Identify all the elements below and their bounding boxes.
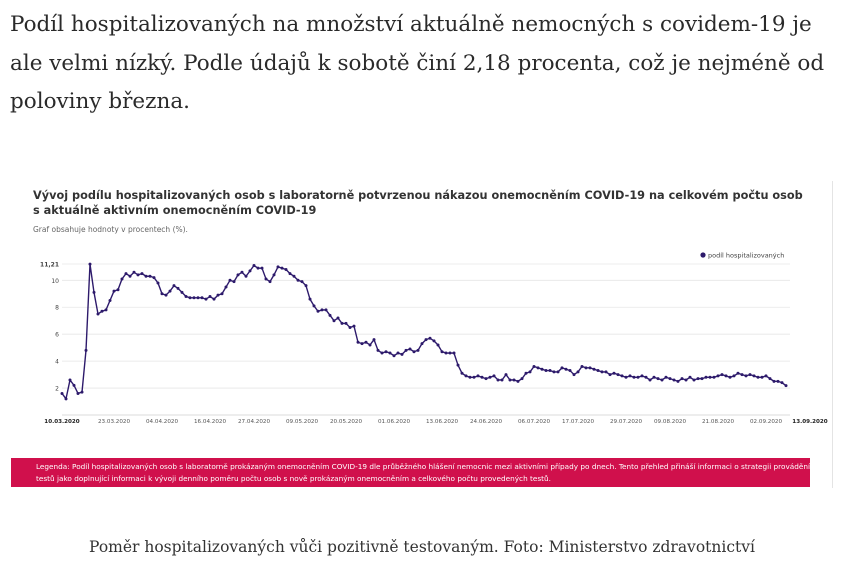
data-point [73,384,76,387]
data-point [593,368,596,371]
data-point [361,342,364,345]
data-point [785,384,788,387]
data-point [673,378,676,381]
data-point [473,376,476,379]
data-point [405,349,408,352]
x-tick-label: 23.03.2020 [97,419,131,425]
data-point [341,322,344,325]
data-point [241,271,244,274]
data-point [197,296,200,299]
chart-subtitle: Graf obsahuje hodnoty v procentech (%). [33,225,188,234]
data-point [113,290,116,293]
data-point [397,352,400,355]
data-point [357,341,360,344]
data-point [733,374,736,377]
data-point [177,287,180,290]
data-point [497,378,500,381]
data-point [189,296,192,299]
data-point [737,372,740,375]
data-point [481,376,484,379]
x-tick-label: 02.09.2020 [749,419,783,425]
data-point [573,373,576,376]
data-point [313,304,316,307]
data-point [333,319,336,322]
data-point [389,352,392,355]
data-point [105,308,108,311]
data-point [453,352,456,355]
series-line [62,264,786,399]
y-tick-label: 10 [51,277,59,285]
data-point [465,374,468,377]
data-point [221,292,224,295]
data-point [657,377,660,380]
data-point [521,377,524,380]
data-point [321,308,324,311]
data-point [93,291,96,294]
data-point [681,377,684,380]
data-point [265,277,268,280]
data-point [229,279,232,282]
data-point [569,369,572,372]
data-point [597,369,600,372]
data-point [633,376,636,379]
data-point [717,374,720,377]
data-point [65,397,68,400]
legend-label: podíl hospitalizovaných [708,251,785,260]
data-point [157,281,160,284]
article-paragraph: Podíl hospitalizovaných na množství aktuálně nemocných s covidem-19 je ale velmi nízký. Podle údajů k sobotě činí 2,18 procenta, což je nejméně od poloviny března. [10,12,825,114]
data-point [645,376,648,379]
data-point [661,378,664,381]
x-tick-label: 10.03.2020 [44,419,80,425]
x-tick-label: 17.07.2020 [561,419,595,425]
data-point [89,263,92,266]
data-point [449,352,452,355]
data-point [781,381,784,384]
data-point [513,378,516,381]
x-tick-label: 24.06.2020 [469,419,503,425]
data-point [761,376,764,379]
data-point [637,376,640,379]
data-point [701,377,704,380]
data-point [417,349,420,352]
y-tick-label: 6 [55,331,59,339]
data-point [549,369,552,372]
data-point [749,373,752,376]
data-point [773,380,776,383]
figure-border [832,181,833,488]
data-point [201,296,204,299]
data-point [293,275,296,278]
data-point [257,267,260,270]
data-point [277,265,280,268]
data-point [429,337,432,340]
data-point [501,378,504,381]
data-point [469,376,472,379]
data-point [233,280,236,283]
data-point [461,372,464,375]
data-point [141,272,144,275]
data-point [621,374,624,377]
data-point [329,314,332,317]
data-point [381,352,384,355]
data-point [309,298,312,301]
data-point [677,380,680,383]
data-point [149,275,152,278]
data-point [425,338,428,341]
x-tick-label: 01.06.2020 [377,419,411,425]
data-point [509,378,512,381]
x-tick-label: 13.06.2020 [425,419,459,425]
data-point [669,377,672,380]
data-point [537,366,540,369]
data-point [181,291,184,294]
data-point [81,391,84,394]
data-point [249,269,252,272]
legend-marker [700,252,705,257]
data-point [729,376,732,379]
data-point [685,378,688,381]
data-point [237,273,240,276]
data-point [721,373,724,376]
data-point [285,268,288,271]
data-point [565,368,568,371]
data-point [385,350,388,353]
data-point [741,373,744,376]
data-point [109,299,112,302]
data-point [553,370,556,373]
data-point [505,373,508,376]
x-tick-label: 20.05.2020 [329,419,363,425]
data-point [697,377,700,380]
data-point [649,378,652,381]
y-tick-label: 11,21 [40,261,59,269]
data-point [281,267,284,270]
data-point [653,376,656,379]
data-point [533,365,536,368]
x-tick-label: 29.07.2020 [609,419,643,425]
x-tick-label: 27.04.2020 [237,419,271,425]
data-point [545,369,548,372]
data-point [61,392,64,395]
data-point [101,310,104,313]
data-point [125,272,128,275]
data-point [373,338,376,341]
data-point [577,370,580,373]
data-point [625,376,628,379]
data-point [693,378,696,381]
x-tick-label: 06.07.2020 [517,419,551,425]
data-point [705,376,708,379]
data-point [609,373,612,376]
data-point [349,326,352,329]
data-point [117,288,120,291]
x-tick-label: 09.08.2020 [653,419,687,425]
data-point [769,377,772,380]
data-point [209,295,212,298]
data-point [765,374,768,377]
data-point [529,370,532,373]
chart-title: Vývoj podílu hospitalizovaných osob s laboratorně potvrzenou nákazou onemocněním COVID-19 na celkovém počtu osob s aktuálně aktivním onemocněním COVID-19 [33,189,803,217]
data-point [489,376,492,379]
figure-caption: Poměr hospitalizovaných vůči pozitivně testovaným. Foto: Ministerstvo zdravotnictví [89,538,755,556]
data-point [85,349,88,352]
data-point [525,372,528,375]
data-point [205,298,208,301]
data-point [253,264,256,267]
x-tick-label: 16.04.2020 [193,419,227,425]
data-point [581,365,584,368]
data-point [169,290,172,293]
data-point [613,372,616,375]
x-tick-label: 09.05.2020 [285,419,319,425]
y-axis-ticks [40,262,59,393]
data-point [777,380,780,383]
data-point [193,296,196,299]
data-point [161,292,164,295]
data-point [261,267,264,270]
data-point [133,271,136,274]
data-point [541,368,544,371]
data-point [225,286,228,289]
data-point [641,374,644,377]
x-tick-label: 13.09.2020 [792,419,828,425]
data-point [69,378,72,381]
data-point [137,273,140,276]
data-point [745,374,748,377]
y-tick-label: 8 [55,304,59,312]
data-point [369,343,372,346]
data-point [493,374,496,377]
data-point [301,280,304,283]
data-point [393,354,396,357]
data-point [269,280,272,283]
x-axis-ticks [44,419,827,425]
data-point [617,373,620,376]
data-point [173,284,176,287]
data-point [345,322,348,325]
data-point [365,341,368,344]
data-point [297,279,300,282]
data-point [245,275,248,278]
data-point [713,376,716,379]
data-point [353,325,356,328]
data-point [305,284,308,287]
series-points [61,263,788,401]
data-point [121,277,124,280]
data-point [317,310,320,313]
data-point [185,295,188,298]
data-point [601,370,604,373]
data-point [485,377,488,380]
legend-note-text: Legenda: Podíl hospitalizovaných osob s laboratorně prokázaným onemocněním COVID-19 dle průběžného hlášení nemocnic mezi aktivními případy po dnech. Tento přehled přináší informaci o strategii provádění testů jako doplnující informaci k vývoji denního poměru počtu osob s nově prokázaným onemocněním a celkového počtu provedených testů. [36,462,811,483]
y-tick-label: 2 [55,385,59,393]
data-point [413,350,416,353]
data-point [145,275,148,278]
data-point [325,308,328,311]
data-point [757,376,760,379]
data-point [605,370,608,373]
data-point [437,343,440,346]
data-point [585,366,588,369]
data-point [629,374,632,377]
data-point [589,366,592,369]
data-point [477,374,480,377]
data-point [217,294,220,297]
data-point [665,376,668,379]
data-point [457,364,460,367]
data-point [153,276,156,279]
data-point [445,352,448,355]
y-tick-label: 4 [55,358,59,366]
data-point [433,339,436,342]
data-point [77,392,80,395]
data-point [709,376,712,379]
line-chart [11,181,832,458]
data-point [165,294,168,297]
data-point [213,298,216,301]
data-point [97,312,100,315]
x-tick-label: 21.08.2020 [701,419,735,425]
data-point [401,353,404,356]
data-point [753,374,756,377]
data-point [377,349,380,352]
data-point [441,350,444,353]
data-point [421,342,424,345]
data-point [517,380,520,383]
data-point [561,366,564,369]
data-point [689,376,692,379]
data-point [273,273,276,276]
x-tick-label: 04.04.2020 [145,419,179,425]
data-point [337,317,340,320]
data-point [129,275,132,278]
data-point [725,374,728,377]
data-point [557,370,560,373]
data-point [289,272,292,275]
chart-figure [11,181,833,488]
data-point [409,347,412,350]
